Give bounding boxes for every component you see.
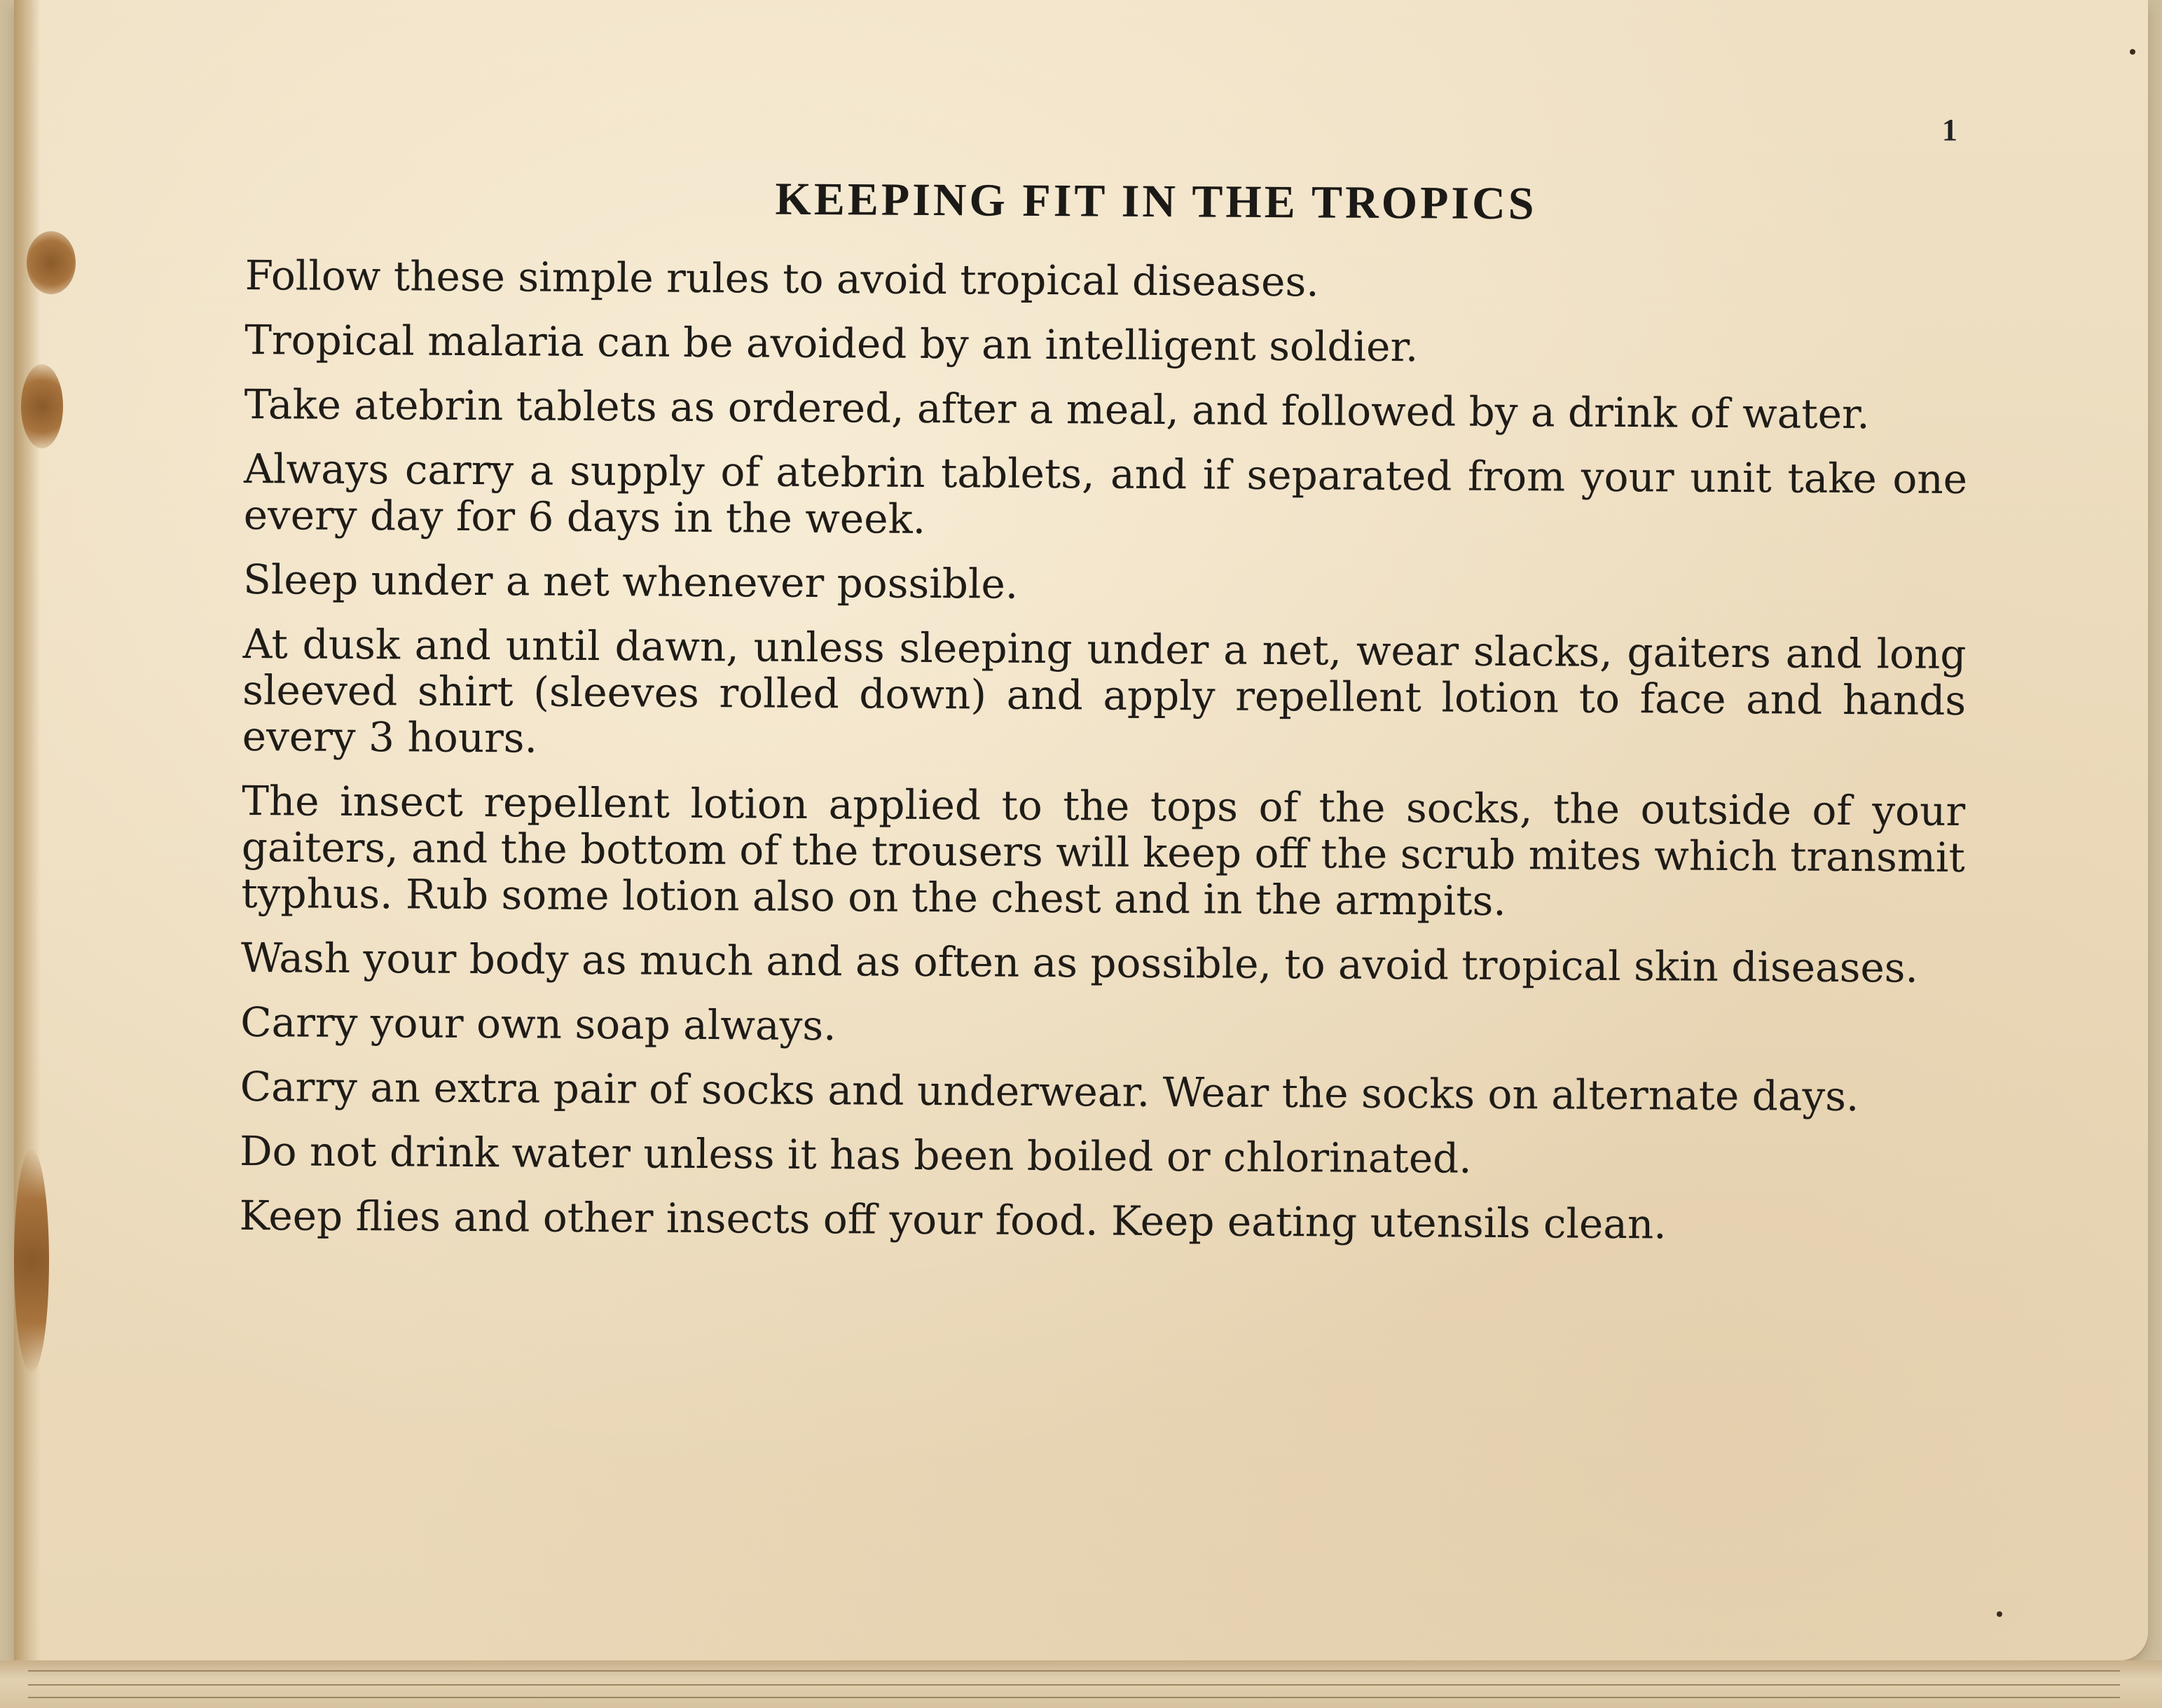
paragraph: Always carry a supply of atebrin tablets, and if separated from your unit take one every day for 6 days in the week. (243, 444, 1968, 543)
page-edge-line (28, 1670, 2120, 1672)
page-title: KEEPING FIT IN THE TROPICS (775, 173, 1537, 230)
water-stain (21, 364, 63, 448)
paragraph: Sleep under a net whenever possible. (242, 555, 1019, 608)
paragraph: Take atebrin tablets as ordered, after a meal, and followed by a drink of water. (244, 380, 1871, 439)
page-edge-line (28, 1684, 2120, 1686)
paragraph: Tropical malaria can be avoided by an intelligent soldier. (245, 315, 1419, 371)
water-stain (27, 231, 76, 294)
paper-speck (1997, 1611, 2002, 1617)
pages-below (0, 1660, 2162, 1708)
paragraph: Follow these simple rules to avoid tropical diseases. (245, 252, 1319, 306)
paragraph: The insect repellent lotion applied to the tops of the socks, the outside of your gaiters, and the bottom of the trousers will keep off the scrub mites which transmit typhus. Rub some lotion also on the chest and in the armpits. (241, 776, 1966, 925)
page-edge-line (28, 1697, 2120, 1698)
paragraph: Wash your body as much and as often as possible, to avoid tropical skin diseases. (240, 933, 1919, 992)
paragraph: Do not drink water unless it has been boiled or chlorinated. (239, 1127, 1472, 1183)
paragraph: Keep flies and other insects off your food. Keep eating utensils clean. (239, 1191, 1667, 1248)
paper-speck (2130, 49, 2135, 55)
page-number: 1 (1942, 113, 1957, 147)
paragraph: At dusk and until dawn, unless sleeping under a net, wear slacks, gaiters and long sleeved shirt (sleeves rolled down) and apply repellent lotion to face and hands every 3 hours. (242, 619, 1967, 762)
paragraph: Carry an extra pair of socks and underwear. Wear the socks on alternate days. (240, 1062, 1859, 1121)
paragraph: Carry your own soap always. (240, 998, 836, 1050)
body-text (239, 252, 1969, 1267)
paper-sheet (14, 0, 2148, 1660)
water-stain (14, 1149, 49, 1373)
